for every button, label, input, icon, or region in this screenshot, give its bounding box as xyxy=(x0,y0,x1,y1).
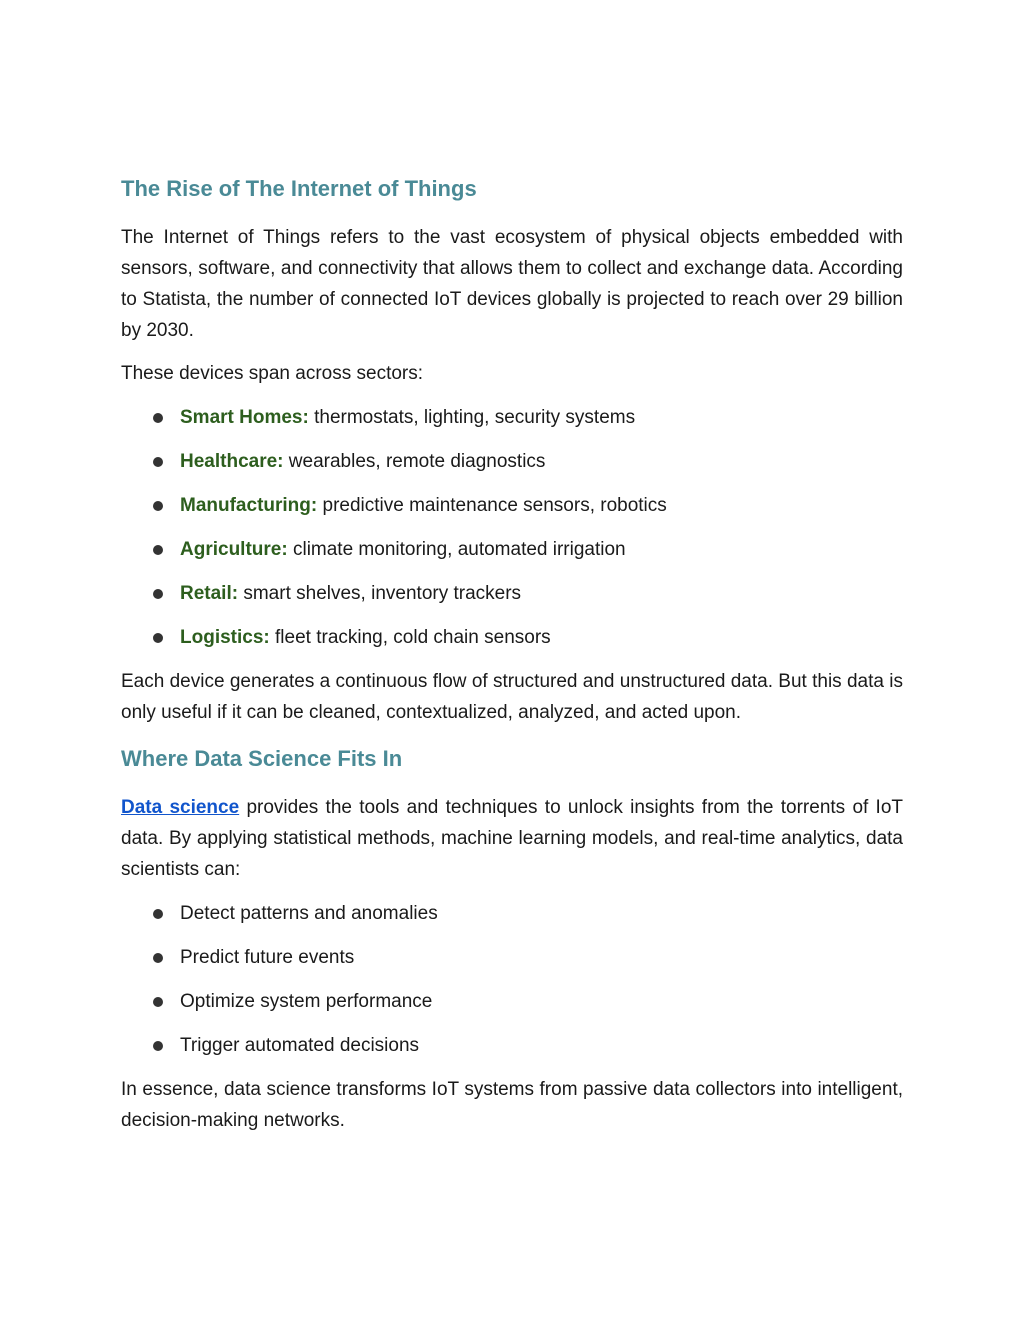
document-page xyxy=(121,170,903,1136)
sector-text: climate monitoring, automated irrigation xyxy=(292,539,626,560)
paragraph-data-science-rest: provides the tools and techniques to unlock insights from the torrents of IoT data. By applying statistical methods, machine learning models, and real-time analytics, data scientists can: xyxy=(121,797,904,880)
sector-label: Retail: xyxy=(180,583,239,604)
sector-text: predictive maintenance sensors, robotics xyxy=(322,495,667,516)
bullet-icon xyxy=(153,997,163,1007)
list-item-retail xyxy=(121,578,903,609)
bullet-icon xyxy=(153,501,163,511)
bullet-icon xyxy=(153,953,163,963)
bullet-icon xyxy=(153,545,163,555)
list-item-agriculture xyxy=(121,534,903,565)
list-item-trigger-decisions xyxy=(121,1030,903,1061)
list-item-healthcare xyxy=(121,446,903,477)
list-item-detect-patterns xyxy=(121,898,903,929)
sector-text: wearables, remote diagnostics xyxy=(288,451,546,472)
paragraph-data-science-intro xyxy=(121,792,903,885)
bullet-icon xyxy=(153,909,163,919)
capability-text: Detect patterns and anomalies xyxy=(180,903,438,924)
sector-label: Healthcare: xyxy=(180,451,284,472)
capability-list xyxy=(121,898,903,1061)
list-item-manufacturing xyxy=(121,490,903,521)
bullet-icon xyxy=(153,633,163,643)
bullet-icon xyxy=(153,589,163,599)
sector-list xyxy=(121,402,903,653)
paragraph-in-essence: In essence, data science transforms IoT systems from passive data collectors into intelligent, decision-making networks. xyxy=(121,1079,903,1131)
bullet-icon xyxy=(153,413,163,423)
sector-label: Logistics: xyxy=(180,627,270,648)
sector-text: fleet tracking, cold chain sensors xyxy=(275,627,551,648)
paragraph-sectors-lead: These devices span across sectors: xyxy=(121,363,424,384)
capability-text: Trigger automated decisions xyxy=(180,1035,420,1056)
list-item-logistics xyxy=(121,622,903,653)
list-item-optimize-performance xyxy=(121,986,903,1017)
section-heading-iot: The Rise of The Internet of Things xyxy=(121,176,477,201)
list-item-predict-events xyxy=(121,942,903,973)
sector-label: Smart Homes: xyxy=(180,407,309,428)
sector-label: Agriculture: xyxy=(180,539,288,560)
list-item-smart-homes xyxy=(121,402,903,433)
bullet-icon xyxy=(153,457,163,467)
section-heading-data-science: Where Data Science Fits In xyxy=(121,746,403,771)
sector-text: smart shelves, inventory trackers xyxy=(243,583,522,604)
sector-label: Manufacturing: xyxy=(180,495,318,516)
paragraph-iot-intro: The Internet of Things refers to the vast ecosystem of physical objects embedded with sensors, software, and connectivity that allows them to collect and exchange data. According to Statista, the number of connected IoT devices globally is projected to reach over 29 billion by 2030. xyxy=(121,227,903,341)
sector-text: thermostats, lighting, security systems xyxy=(314,407,636,428)
bullet-icon xyxy=(153,1041,163,1051)
data-science-link[interactable]: Data science xyxy=(121,797,240,818)
capability-text: Predict future events xyxy=(180,947,355,968)
capability-text: Optimize system performance xyxy=(180,991,433,1012)
paragraph-data-flow: Each device generates a continuous flow of structured and unstructured data. But this data is only useful if it can be cleaned, contextualized, analyzed, and acted upon. xyxy=(121,671,903,723)
